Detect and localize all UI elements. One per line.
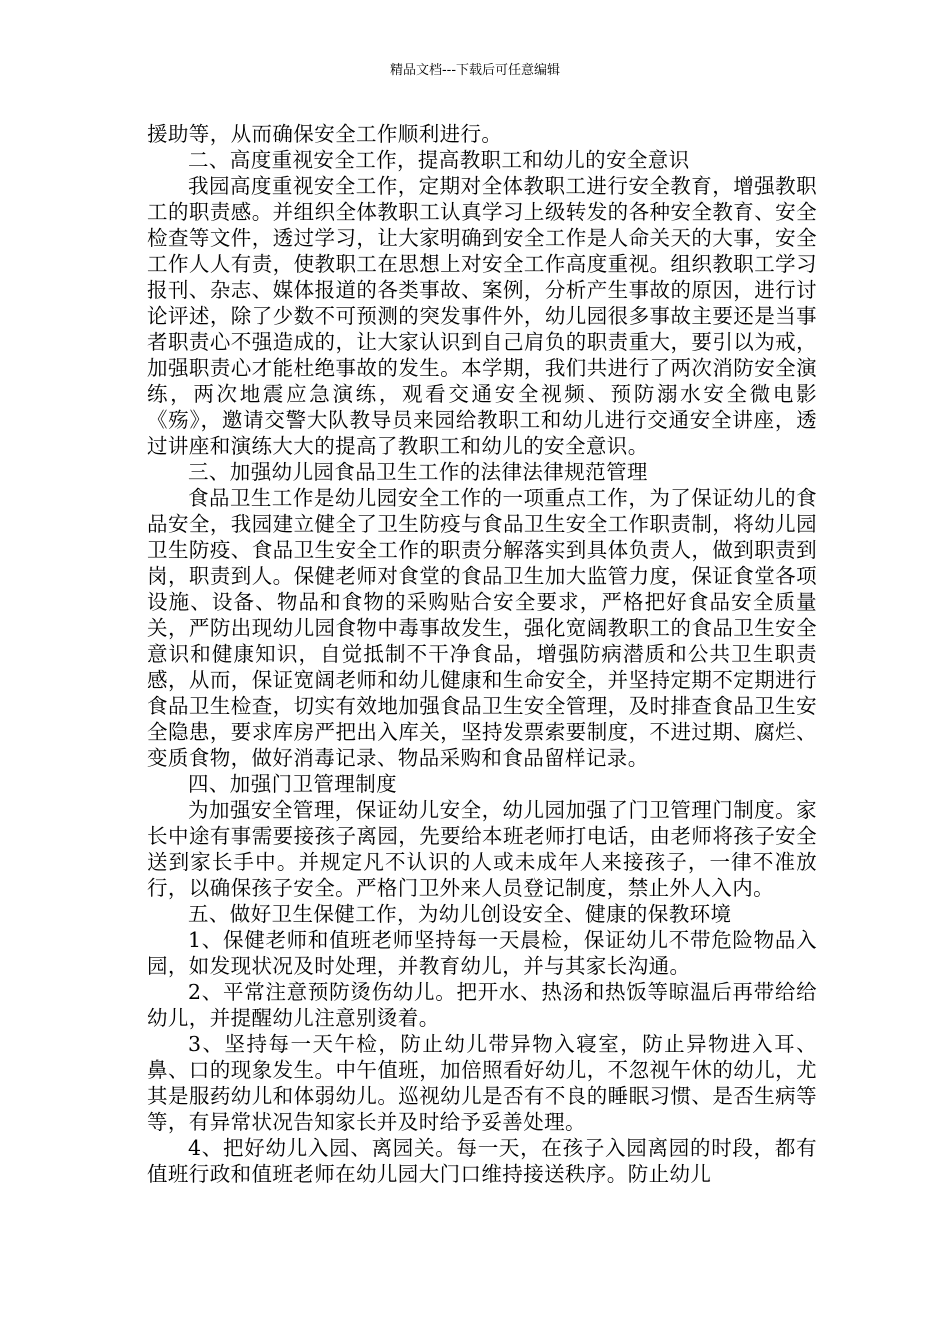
paragraph: 我园高度重视安全工作，定期对全体教职工进行安全教育，增强教职工的职责感。并组织全体教职工认真学习上级转发的各种安全教育、安全检查等文件，透过学习，让大家明确到安全工作是人命关天的大事，安全工作人人有责，使教职工在思想上对安全工作高度重视。组织教职工学习报刊、杂志、媒体报道的各类事故、案例，分析产生事故的原因，进行讨论评述，除了少数不可预测的突发事件外，幼儿园很多事故主要还是当事者职责心不强造成的，让大家认识到自己肩负的职责重大，要引以为戒，加强职责心才能杜绝事故的发生。本学期，我们共进行了两次消防安全演练，两次地震应急演练，观看交通安全视频、预防溺水安全微电影《殇》，邀请交警大队教导员来园给教职工和幼儿进行交通安全讲座，透过讲座和演练大大的提高了教职工和幼儿的安全意识。 — [147, 174, 817, 458]
page-header: 精品文档---下载后可任意编辑 — [389, 63, 561, 78]
paragraph: 为加强安全管理，保证幼儿安全，幼儿园加强了门卫管理门制度。家长中途有事需要接孩子离园，先要给本班老师打电话，由老师将孩子安全送到家长手中。并规定凡不认识的人或未成年人来接孩子，一律不准放行，以确保孩子安全。严格门卫外来人员登记制度，禁止外人入内。 — [147, 798, 817, 900]
section-heading-5: 五、做好卫生保健工作，为幼儿创设安全、健康的保教环境 — [188, 902, 732, 926]
paragraph-continuation: 援助等，从而确保安全工作顺利进行。 — [147, 122, 503, 146]
section-heading-4: 四、加强门卫管理制度 — [188, 772, 397, 796]
list-item-2: 2、平常注意预防烫伤幼儿。把开水、热汤和热饭等晾温后再带给给幼儿，并提醒幼儿注意别烫着。 — [147, 980, 817, 1030]
list-item-1: 1、保健老师和值班老师坚持每一天晨检，保证幼儿不带危险物品入园，如发现状况及时处理，并教育幼儿，并与其家长沟通。 — [147, 928, 817, 978]
list-item-3: 3、坚持每一天午检，防止幼儿带异物入寝室，防止异物进入耳、鼻、口的现象发生。中午值班，加倍照看好幼儿，不忽视午休的幼儿，尤其是服药幼儿和体弱幼儿。巡视幼儿是否有不良的睡眠习惯、是否生病等等，有异常状况告知家长并及时给予妥善处理。 — [147, 1032, 817, 1134]
document-body — [147, 121, 817, 1187]
list-item-4: 4、把好幼儿入园、离园关。每一天，在孩子入园离园的时段，都有值班行政和值班老师在幼儿园大门口维持接送秩序。防止幼儿 — [147, 1136, 817, 1186]
paragraph: 食品卫生工作是幼儿园安全工作的一项重点工作，为了保证幼儿的食品安全，我园建立健全了卫生防疫与食品卫生安全工作职责制，将幼儿园卫生防疫、食品卫生安全工作的职责分解落实到具体负责人，做到职责到岗，职责到人。保健老师对食堂的食品卫生加大监管力度，保证食堂各项设施、设备、物品和食物的采购贴合安全要求，严格把好食品安全质量关，严防出现幼儿园食物中毒事故发生，强化宽阔教职工的食品卫生安全意识和健康知识，自觉抵制不干净食品，增强防病潜质和公共卫生职责感，从而，保证宽阔老师和幼儿健康和生命安全，并坚持定期不定期进行食品卫生检查，切实有效地加强食品卫生安全管理，及时排查食品卫生安全隐患，要求库房严把出入库关，坚持发票索要制度，不进过期、腐烂、变质食物，做好消毒记录、物品采购和食品留样记录。 — [147, 486, 817, 770]
section-heading-3: 三、加强幼儿园食品卫生工作的法律法律规范管理 — [188, 460, 648, 484]
section-heading-2: 二、高度重视安全工作，提高教职工和幼儿的安全意识 — [188, 148, 690, 172]
